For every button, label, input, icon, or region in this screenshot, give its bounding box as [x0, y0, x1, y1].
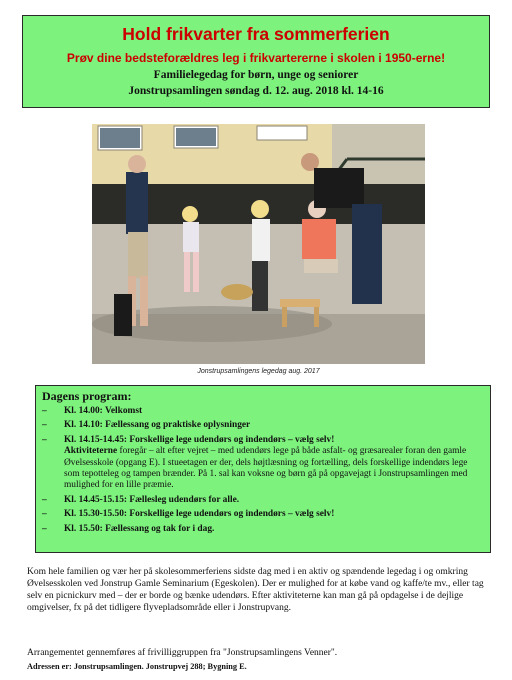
program-box [35, 385, 491, 553]
list-dash: – [42, 406, 47, 416]
list-dash: – [42, 523, 47, 534]
photo-illustration [92, 124, 425, 364]
organizer-line: Arrangementet gennemføres af frivilliggruppen fra "Jonstrupsamlingens Venner". [27, 648, 338, 658]
list-dash: – [42, 494, 47, 505]
event-date-time: Jonstrupsamlingen søndag d. 12. aug. 2018 kl. 14-16 [128, 85, 384, 97]
program-item-label: Kl. 15.50: Fællessang og tak for i dag. [64, 523, 215, 534]
program-item-label: Kl. 14.10: Fællessang og praktiske oplysninger [64, 420, 251, 431]
program-item-detail: foregår – alt efter vejret – med udendørs lege på både asfalt- og græsarealer foran den gamle Øvelsesskole (opgang E). I stueetagen er der, dels højtlæsning og fortælling, dels forskellige indendørs lege som tepotteleg og tampen brænder. På 1. sal kan voksne og børn gå på opgavejagt i Jonstrupsamlingen med mulighed for en lille præmie. [64, 446, 468, 491]
list-dash: – [42, 434, 47, 445]
photo-caption: Jonstrupsamlingens legedag aug. 2017 [197, 368, 320, 375]
program-item-label: Kl. 14.45-15.15: Fællesleg udendørs for alle. [64, 494, 240, 505]
header-box [22, 15, 490, 108]
program-item-label: Kl. 14.15-14.45: Forskellige lege udendørs og indendørs – vælg selv! [64, 434, 335, 445]
program-item [42, 509, 484, 520]
program-title: Dagens program: [42, 389, 132, 403]
program-item-label: Kl. 15.30-15.50: Forskellige lege udendørs og indendørs – vælg selv! [64, 509, 335, 520]
list-dash: – [42, 509, 47, 520]
page-title: Hold frikvarter fra sommerferien [122, 24, 390, 44]
address-line: Adressen er: Jonstrupsamlingen. Jonstrupvej 288; Bygning E. [27, 662, 247, 671]
event-audience: Familielegedag for børn, unge og seniorer [153, 69, 359, 81]
program-list [42, 406, 484, 535]
program-item [42, 420, 484, 431]
list-dash: – [42, 420, 47, 431]
body-paragraph: Kom hele familien og vær her på skolesommerferiens sidste dag med i en aktiv og spændende legedag i og omkring Øvelsesskolen ved Jonstrup Gamle Seminarium (Egeskolen). Der er mulighed for at købe vand og kaffe/te mv., eller tag selv en picnickurv med – der er borde og bænke udendørs. Efter aktiviteterne kan man gå på opdagelse i de dejlige omgivelser, fx på det tidligere flyvepladsområde eller i Jonstrupvang. [27, 567, 484, 614]
program-item [42, 524, 484, 535]
program-item [42, 406, 484, 417]
page-subtitle: Prøv dine bedsteforældres leg i frikvartererne i skolen i 1950-erne! [66, 51, 446, 65]
program-item [42, 435, 484, 492]
event-photo [92, 124, 425, 364]
program-item-detail-head: Aktiviteterne [64, 446, 118, 457]
program-item [42, 495, 484, 506]
program-item-label: Kl. 14.00: Velkomst [64, 406, 143, 416]
